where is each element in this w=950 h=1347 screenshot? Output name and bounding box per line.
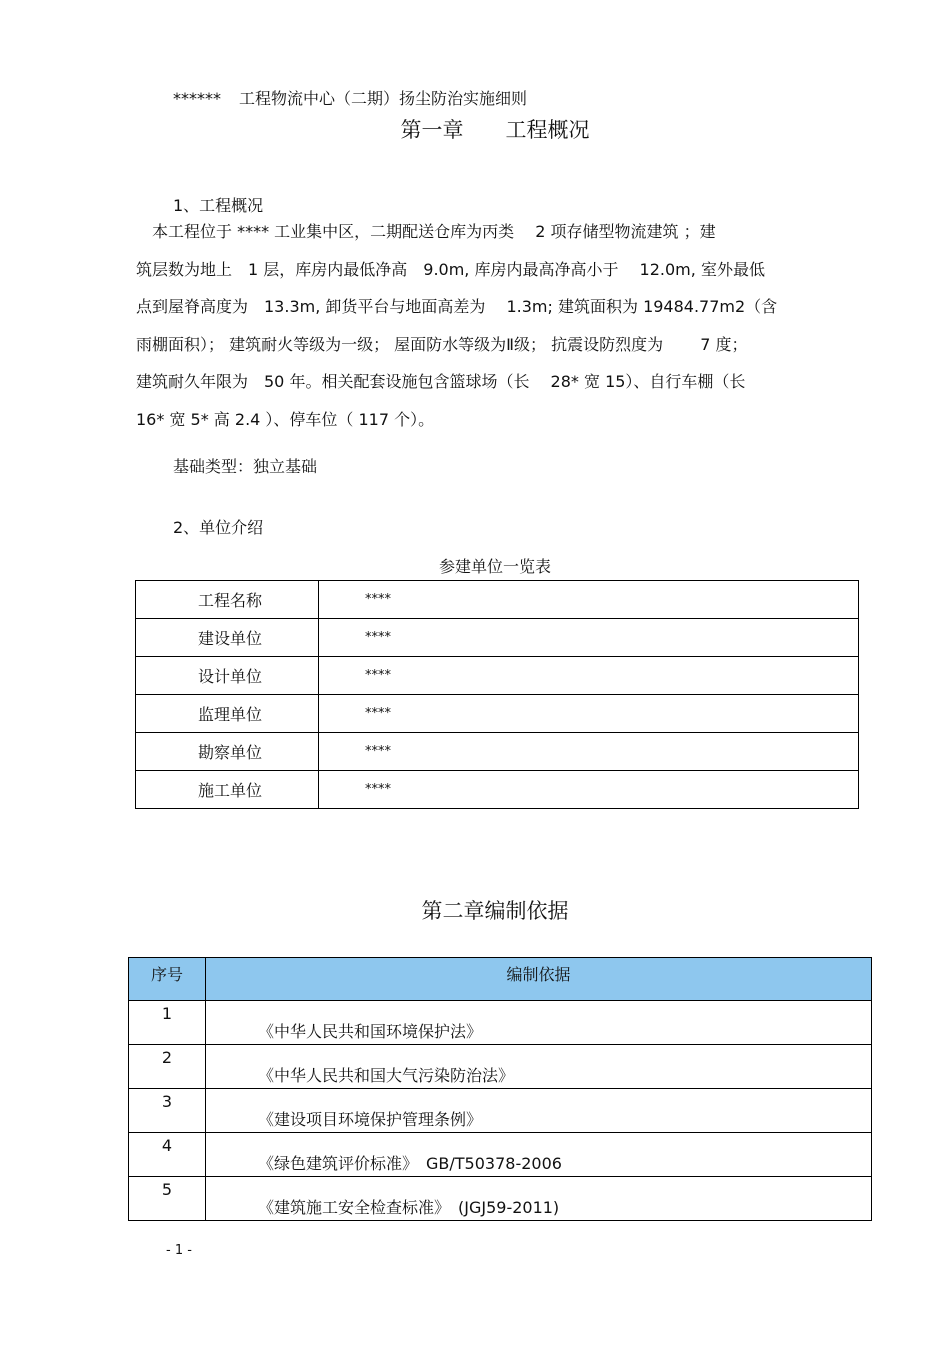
overview-line: 建筑耐久年限为 50 年。相关配套设施包含篮球场（长 28* 宽 15）、自行车棚（长 — [136, 372, 746, 391]
column-header-basis: 编制依据 — [206, 958, 872, 1001]
page-number: - 1 - — [166, 1243, 192, 1258]
foundation-type: 基础类型：独立基础 — [173, 457, 318, 476]
column-header-no: 序号 — [129, 958, 206, 1001]
unit-value: **** — [319, 771, 859, 809]
table-row — [129, 1133, 872, 1177]
row-number: 2 — [129, 1045, 206, 1089]
header-title: 工程物流中心（二期）扬尘防治实施细则 — [239, 89, 528, 108]
units-table-caption: 参建单位一览表 — [438, 557, 551, 576]
table-row — [129, 1089, 872, 1133]
chapter-2-title: 第二章编制依据 — [421, 899, 569, 923]
document-header — [173, 86, 527, 109]
basis-text: 《建筑施工安全检查标准》 (JGJ59-2011) — [206, 1177, 872, 1221]
table-row — [129, 1001, 872, 1045]
basis-text: 《绿色建筑评价标准》 GB/T50378-2006 — [206, 1133, 872, 1177]
table-row — [129, 1045, 872, 1089]
overview-line: 雨棚面积）； 建筑耐火等级为一级； 屋面防水等级为Ⅱ级； 抗震设防烈度为 7 度； — [136, 335, 748, 354]
unit-label: 施工单位 — [136, 771, 319, 809]
compilation-basis-table — [128, 957, 872, 1221]
unit-label: 勘察单位 — [136, 733, 319, 771]
overview-line: 16* 宽 5* 高 2.4 ）、停车位（ 117 个）。 — [136, 410, 435, 429]
overview-line: 筑层数为地上 1 层，库房内最低净高 9.0m, 库房内最高净高小于 12.0m, 室外最低 — [136, 260, 765, 279]
table-row — [136, 619, 859, 657]
header-stars: ****** — [173, 89, 221, 108]
table-header-row — [129, 958, 872, 1001]
table-row — [136, 733, 859, 771]
table-row — [136, 581, 859, 619]
overview-line: 点到屋脊高度为 13.3m, 卸货平台与地面高差为 1.3m; 建筑面积为 19484.77m2（含 — [136, 297, 778, 316]
unit-label: 设计单位 — [136, 657, 319, 695]
table-row — [136, 771, 859, 809]
table-row — [136, 695, 859, 733]
row-number: 3 — [129, 1089, 206, 1133]
table-row — [136, 657, 859, 695]
basis-text: 《中华人民共和国环境保护法》 — [206, 1001, 872, 1045]
table-row — [129, 1177, 872, 1221]
unit-label: 监理单位 — [136, 695, 319, 733]
basis-text: 《中华人民共和国大气污染防治法》 — [206, 1045, 872, 1089]
basis-text: 《建设项目环境保护管理条例》 — [206, 1089, 872, 1133]
unit-value: **** — [319, 733, 859, 771]
section-2-heading: 2、单位介绍 — [173, 518, 264, 537]
row-number: 5 — [129, 1177, 206, 1221]
unit-label: 工程名称 — [136, 581, 319, 619]
participating-units-table — [135, 580, 859, 809]
unit-value: **** — [319, 581, 859, 619]
overview-line: 本工程位于 **** 工业集中区，二期配送仓库为丙类 2 项存储型物流建筑 ；建 — [136, 222, 716, 241]
section-1-heading: 1、工程概况 — [173, 196, 264, 215]
chapter-1-title: 第一章 工程概况 — [400, 118, 590, 142]
row-number: 4 — [129, 1133, 206, 1177]
unit-label: 建设单位 — [136, 619, 319, 657]
unit-value: **** — [319, 695, 859, 733]
unit-value: **** — [319, 657, 859, 695]
row-number: 1 — [129, 1001, 206, 1045]
unit-value: **** — [319, 619, 859, 657]
